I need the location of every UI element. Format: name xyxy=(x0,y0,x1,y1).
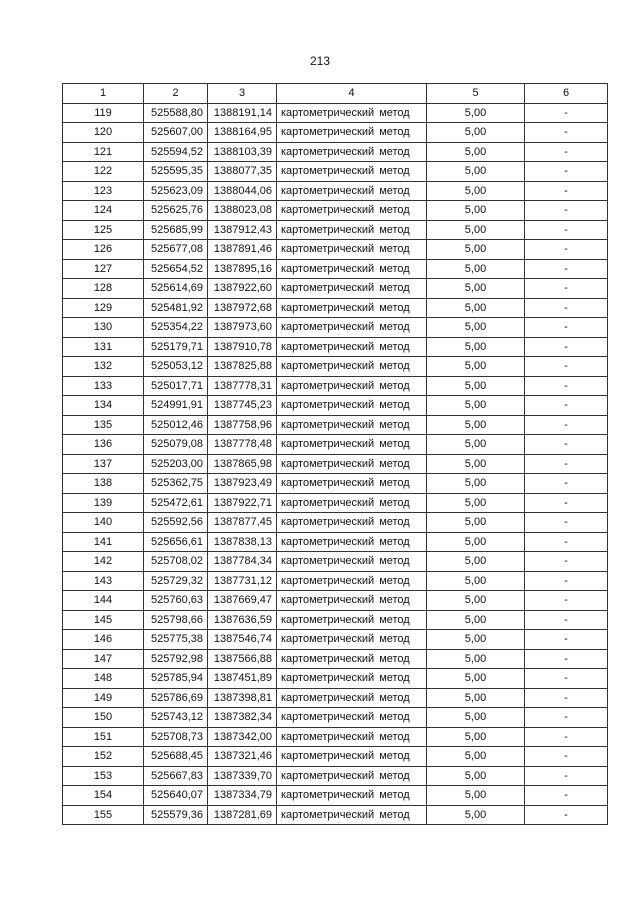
x-coordinate-cell: 525677,08 xyxy=(144,240,208,260)
precision-cell: 5,00 xyxy=(427,591,525,611)
y-coordinate-cell: 1387912,43 xyxy=(208,220,277,240)
x-coordinate-cell: 525594,52 xyxy=(144,142,208,162)
y-coordinate-cell: 1387865,98 xyxy=(208,454,277,474)
method-cell: картометрический метод xyxy=(277,571,427,591)
y-coordinate-cell: 1387784,34 xyxy=(208,552,277,572)
note-cell: - xyxy=(525,571,608,591)
note-cell: - xyxy=(525,474,608,494)
y-coordinate-cell: 1387972,68 xyxy=(208,298,277,318)
note-cell: - xyxy=(525,454,608,474)
precision-cell: 5,00 xyxy=(427,220,525,240)
x-coordinate-cell: 525472,61 xyxy=(144,493,208,513)
x-coordinate-cell: 525667,83 xyxy=(144,766,208,786)
precision-cell: 5,00 xyxy=(427,162,525,182)
x-coordinate-cell: 525614,69 xyxy=(144,279,208,299)
note-cell: - xyxy=(525,318,608,338)
table-row xyxy=(63,142,608,162)
note-cell: - xyxy=(525,103,608,123)
table-row xyxy=(63,103,608,123)
x-coordinate-cell: 525798,66 xyxy=(144,610,208,630)
point-number-cell: 141 xyxy=(63,532,144,552)
note-cell: - xyxy=(525,123,608,143)
y-coordinate-cell: 1387877,45 xyxy=(208,513,277,533)
method-cell: картометрический метод xyxy=(277,162,427,182)
precision-cell: 5,00 xyxy=(427,123,525,143)
point-number-cell: 134 xyxy=(63,396,144,416)
note-cell: - xyxy=(525,279,608,299)
table-row xyxy=(63,591,608,611)
point-number-cell: 155 xyxy=(63,805,144,825)
method-cell: картометрический метод xyxy=(277,513,427,533)
y-coordinate-cell: 1388023,08 xyxy=(208,201,277,221)
method-cell: картометрический метод xyxy=(277,630,427,650)
note-cell: - xyxy=(525,298,608,318)
note-cell: - xyxy=(525,142,608,162)
point-number-cell: 131 xyxy=(63,337,144,357)
precision-cell: 5,00 xyxy=(427,415,525,435)
method-cell: картометрический метод xyxy=(277,552,427,572)
note-cell: - xyxy=(525,727,608,747)
x-coordinate-cell: 525688,45 xyxy=(144,747,208,767)
x-coordinate-cell: 525708,02 xyxy=(144,552,208,572)
note-cell: - xyxy=(525,708,608,728)
x-coordinate-cell: 525354,22 xyxy=(144,318,208,338)
point-number-cell: 146 xyxy=(63,630,144,650)
x-coordinate-cell: 525729,32 xyxy=(144,571,208,591)
x-coordinate-cell: 525592,56 xyxy=(144,513,208,533)
table-row xyxy=(63,298,608,318)
method-cell: картометрический метод xyxy=(277,298,427,318)
x-coordinate-cell: 525760,63 xyxy=(144,591,208,611)
precision-cell: 5,00 xyxy=(427,259,525,279)
page-number: 213 xyxy=(309,54,331,68)
precision-cell: 5,00 xyxy=(427,649,525,669)
point-number-cell: 127 xyxy=(63,259,144,279)
note-cell: - xyxy=(525,376,608,396)
table-row xyxy=(63,493,608,513)
precision-cell: 5,00 xyxy=(427,357,525,377)
y-coordinate-cell: 1387731,12 xyxy=(208,571,277,591)
y-coordinate-cell: 1387778,48 xyxy=(208,435,277,455)
method-cell: картометрический метод xyxy=(277,415,427,435)
point-number-cell: 153 xyxy=(63,766,144,786)
point-number-cell: 119 xyxy=(63,103,144,123)
table-row xyxy=(63,123,608,143)
y-coordinate-cell: 1387838,13 xyxy=(208,532,277,552)
precision-cell: 5,00 xyxy=(427,571,525,591)
method-cell: картометрический метод xyxy=(277,727,427,747)
table-row xyxy=(63,201,608,221)
precision-cell: 5,00 xyxy=(427,630,525,650)
table-header xyxy=(63,84,608,104)
note-cell: - xyxy=(525,240,608,260)
precision-cell: 5,00 xyxy=(427,318,525,338)
y-coordinate-cell: 1387891,46 xyxy=(208,240,277,260)
precision-cell: 5,00 xyxy=(427,240,525,260)
x-coordinate-cell: 525053,12 xyxy=(144,357,208,377)
y-coordinate-cell: 1387281,69 xyxy=(208,805,277,825)
point-number-cell: 154 xyxy=(63,786,144,806)
table-row xyxy=(63,162,608,182)
y-coordinate-cell: 1387669,47 xyxy=(208,591,277,611)
note-cell: - xyxy=(525,591,608,611)
method-cell: картометрический метод xyxy=(277,337,427,357)
precision-cell: 5,00 xyxy=(427,552,525,572)
column-header-4: 4 xyxy=(277,84,427,104)
y-coordinate-cell: 1387922,60 xyxy=(208,279,277,299)
x-coordinate-cell: 525743,12 xyxy=(144,708,208,728)
table-row xyxy=(63,805,608,825)
precision-cell: 5,00 xyxy=(427,805,525,825)
method-cell: картометрический метод xyxy=(277,142,427,162)
table-row xyxy=(63,571,608,591)
point-number-cell: 137 xyxy=(63,454,144,474)
y-coordinate-cell: 1388103,39 xyxy=(208,142,277,162)
table-row xyxy=(63,396,608,416)
method-cell: картометрический метод xyxy=(277,786,427,806)
table-row xyxy=(63,181,608,201)
table-row xyxy=(63,337,608,357)
point-number-cell: 125 xyxy=(63,220,144,240)
x-coordinate-cell: 525017,71 xyxy=(144,376,208,396)
y-coordinate-cell: 1388164,95 xyxy=(208,123,277,143)
table-row xyxy=(63,552,608,572)
method-cell: картометрический метод xyxy=(277,201,427,221)
note-cell: - xyxy=(525,669,608,689)
y-coordinate-cell: 1387321,46 xyxy=(208,747,277,767)
point-number-cell: 142 xyxy=(63,552,144,572)
precision-cell: 5,00 xyxy=(427,532,525,552)
x-coordinate-cell: 525775,38 xyxy=(144,630,208,650)
table-row xyxy=(63,727,608,747)
x-coordinate-cell: 525792,98 xyxy=(144,649,208,669)
method-cell: картометрический метод xyxy=(277,532,427,552)
note-cell: - xyxy=(525,220,608,240)
method-cell: картометрический метод xyxy=(277,103,427,123)
precision-cell: 5,00 xyxy=(427,201,525,221)
y-coordinate-cell: 1387922,71 xyxy=(208,493,277,513)
precision-cell: 5,00 xyxy=(427,747,525,767)
x-coordinate-cell: 525625,76 xyxy=(144,201,208,221)
x-coordinate-cell: 525362,75 xyxy=(144,474,208,494)
precision-cell: 5,00 xyxy=(427,142,525,162)
y-coordinate-cell: 1388044,06 xyxy=(208,181,277,201)
precision-cell: 5,00 xyxy=(427,454,525,474)
point-number-cell: 133 xyxy=(63,376,144,396)
note-cell: - xyxy=(525,513,608,533)
table-row xyxy=(63,630,608,650)
precision-cell: 5,00 xyxy=(427,474,525,494)
precision-cell: 5,00 xyxy=(427,727,525,747)
note-cell: - xyxy=(525,610,608,630)
note-cell: - xyxy=(525,630,608,650)
method-cell: картометрический метод xyxy=(277,649,427,669)
note-cell: - xyxy=(525,688,608,708)
note-cell: - xyxy=(525,396,608,416)
y-coordinate-cell: 1387451,89 xyxy=(208,669,277,689)
y-coordinate-cell: 1387398,81 xyxy=(208,688,277,708)
note-cell: - xyxy=(525,435,608,455)
note-cell: - xyxy=(525,552,608,572)
x-coordinate-cell: 525640,07 xyxy=(144,786,208,806)
note-cell: - xyxy=(525,766,608,786)
point-number-cell: 124 xyxy=(63,201,144,221)
point-number-cell: 143 xyxy=(63,571,144,591)
point-number-cell: 128 xyxy=(63,279,144,299)
precision-cell: 5,00 xyxy=(427,396,525,416)
x-coordinate-cell: 525607,00 xyxy=(144,123,208,143)
x-coordinate-cell: 525656,61 xyxy=(144,532,208,552)
coordinates-table xyxy=(62,83,608,825)
method-cell: картометрический метод xyxy=(277,220,427,240)
table-row xyxy=(63,669,608,689)
precision-cell: 5,00 xyxy=(427,766,525,786)
precision-cell: 5,00 xyxy=(427,513,525,533)
column-header-6: 6 xyxy=(525,84,608,104)
point-number-cell: 140 xyxy=(63,513,144,533)
method-cell: картометрический метод xyxy=(277,259,427,279)
precision-cell: 5,00 xyxy=(427,493,525,513)
y-coordinate-cell: 1387973,60 xyxy=(208,318,277,338)
x-coordinate-cell: 525203,00 xyxy=(144,454,208,474)
point-number-cell: 152 xyxy=(63,747,144,767)
x-coordinate-cell: 525579,36 xyxy=(144,805,208,825)
table-row xyxy=(63,688,608,708)
y-coordinate-cell: 1387825,88 xyxy=(208,357,277,377)
precision-cell: 5,00 xyxy=(427,610,525,630)
table-body xyxy=(63,103,608,825)
point-number-cell: 123 xyxy=(63,181,144,201)
y-coordinate-cell: 1387758,96 xyxy=(208,415,277,435)
point-number-cell: 138 xyxy=(63,474,144,494)
note-cell: - xyxy=(525,201,608,221)
table-row xyxy=(63,318,608,338)
table-row xyxy=(63,708,608,728)
table-row xyxy=(63,240,608,260)
note-cell: - xyxy=(525,786,608,806)
y-coordinate-cell: 1387339,70 xyxy=(208,766,277,786)
column-header-5: 5 xyxy=(427,84,525,104)
y-coordinate-cell: 1387778,31 xyxy=(208,376,277,396)
method-cell: картометрический метод xyxy=(277,474,427,494)
point-number-cell: 130 xyxy=(63,318,144,338)
point-number-cell: 120 xyxy=(63,123,144,143)
note-cell: - xyxy=(525,357,608,377)
column-header-2: 2 xyxy=(144,84,208,104)
point-number-cell: 150 xyxy=(63,708,144,728)
precision-cell: 5,00 xyxy=(427,279,525,299)
y-coordinate-cell: 1387342,00 xyxy=(208,727,277,747)
point-number-cell: 147 xyxy=(63,649,144,669)
precision-cell: 5,00 xyxy=(427,376,525,396)
method-cell: картометрический метод xyxy=(277,454,427,474)
precision-cell: 5,00 xyxy=(427,435,525,455)
y-coordinate-cell: 1387745,23 xyxy=(208,396,277,416)
y-coordinate-cell: 1387546,74 xyxy=(208,630,277,650)
point-number-cell: 136 xyxy=(63,435,144,455)
precision-cell: 5,00 xyxy=(427,337,525,357)
y-coordinate-cell: 1387910,78 xyxy=(208,337,277,357)
note-cell: - xyxy=(525,337,608,357)
table-row xyxy=(63,747,608,767)
x-coordinate-cell: 525588,80 xyxy=(144,103,208,123)
point-number-cell: 145 xyxy=(63,610,144,630)
note-cell: - xyxy=(525,259,608,279)
point-number-cell: 126 xyxy=(63,240,144,260)
table-row xyxy=(63,357,608,377)
method-cell: картометрический метод xyxy=(277,123,427,143)
point-number-cell: 149 xyxy=(63,688,144,708)
table-row xyxy=(63,220,608,240)
y-coordinate-cell: 1387636,59 xyxy=(208,610,277,630)
x-coordinate-cell: 525623,09 xyxy=(144,181,208,201)
x-coordinate-cell: 525179,71 xyxy=(144,337,208,357)
table-row xyxy=(63,649,608,669)
point-number-cell: 132 xyxy=(63,357,144,377)
method-cell: картометрический метод xyxy=(277,610,427,630)
point-number-cell: 129 xyxy=(63,298,144,318)
method-cell: картометрический метод xyxy=(277,708,427,728)
point-number-cell: 139 xyxy=(63,493,144,513)
method-cell: картометрический метод xyxy=(277,357,427,377)
precision-cell: 5,00 xyxy=(427,786,525,806)
column-header-1: 1 xyxy=(63,84,144,104)
precision-cell: 5,00 xyxy=(427,688,525,708)
method-cell: картометрический метод xyxy=(277,318,427,338)
method-cell: картометрический метод xyxy=(277,493,427,513)
table-row xyxy=(63,610,608,630)
point-number-cell: 144 xyxy=(63,591,144,611)
note-cell: - xyxy=(525,415,608,435)
table-row xyxy=(63,786,608,806)
note-cell: - xyxy=(525,493,608,513)
note-cell: - xyxy=(525,181,608,201)
precision-cell: 5,00 xyxy=(427,669,525,689)
table-row xyxy=(63,532,608,552)
table-row xyxy=(63,259,608,279)
method-cell: картометрический метод xyxy=(277,805,427,825)
x-coordinate-cell: 524991,91 xyxy=(144,396,208,416)
point-number-cell: 148 xyxy=(63,669,144,689)
method-cell: картометрический метод xyxy=(277,376,427,396)
note-cell: - xyxy=(525,162,608,182)
table-row xyxy=(63,513,608,533)
table-row xyxy=(63,415,608,435)
table-row xyxy=(63,766,608,786)
table-row xyxy=(63,454,608,474)
y-coordinate-cell: 1388077,35 xyxy=(208,162,277,182)
x-coordinate-cell: 525079,08 xyxy=(144,435,208,455)
y-coordinate-cell: 1387923,49 xyxy=(208,474,277,494)
precision-cell: 5,00 xyxy=(427,181,525,201)
column-header-3: 3 xyxy=(208,84,277,104)
table-row xyxy=(63,376,608,396)
table-row xyxy=(63,474,608,494)
method-cell: картометрический метод xyxy=(277,688,427,708)
method-cell: картометрический метод xyxy=(277,396,427,416)
method-cell: картометрический метод xyxy=(277,766,427,786)
note-cell: - xyxy=(525,805,608,825)
precision-cell: 5,00 xyxy=(427,298,525,318)
method-cell: картометрический метод xyxy=(277,591,427,611)
y-coordinate-cell: 1387334,79 xyxy=(208,786,277,806)
y-coordinate-cell: 1388191,14 xyxy=(208,103,277,123)
y-coordinate-cell: 1387566,88 xyxy=(208,649,277,669)
method-cell: картометрический метод xyxy=(277,669,427,689)
method-cell: картометрический метод xyxy=(277,240,427,260)
y-coordinate-cell: 1387895,16 xyxy=(208,259,277,279)
note-cell: - xyxy=(525,649,608,669)
point-number-cell: 122 xyxy=(63,162,144,182)
x-coordinate-cell: 525481,92 xyxy=(144,298,208,318)
note-cell: - xyxy=(525,747,608,767)
x-coordinate-cell: 525708,73 xyxy=(144,727,208,747)
precision-cell: 5,00 xyxy=(427,708,525,728)
point-number-cell: 151 xyxy=(63,727,144,747)
y-coordinate-cell: 1387382,34 xyxy=(208,708,277,728)
x-coordinate-cell: 525786,69 xyxy=(144,688,208,708)
method-cell: картометрический метод xyxy=(277,279,427,299)
x-coordinate-cell: 525595,35 xyxy=(144,162,208,182)
note-cell: - xyxy=(525,532,608,552)
table-row xyxy=(63,435,608,455)
x-coordinate-cell: 525654,52 xyxy=(144,259,208,279)
point-number-cell: 121 xyxy=(63,142,144,162)
method-cell: картометрический метод xyxy=(277,181,427,201)
x-coordinate-cell: 525685,99 xyxy=(144,220,208,240)
method-cell: картометрический метод xyxy=(277,435,427,455)
point-number-cell: 135 xyxy=(63,415,144,435)
x-coordinate-cell: 525012,46 xyxy=(144,415,208,435)
header-row xyxy=(63,84,608,104)
table-row xyxy=(63,279,608,299)
x-coordinate-cell: 525785,94 xyxy=(144,669,208,689)
precision-cell: 5,00 xyxy=(427,103,525,123)
method-cell: картометрический метод xyxy=(277,747,427,767)
